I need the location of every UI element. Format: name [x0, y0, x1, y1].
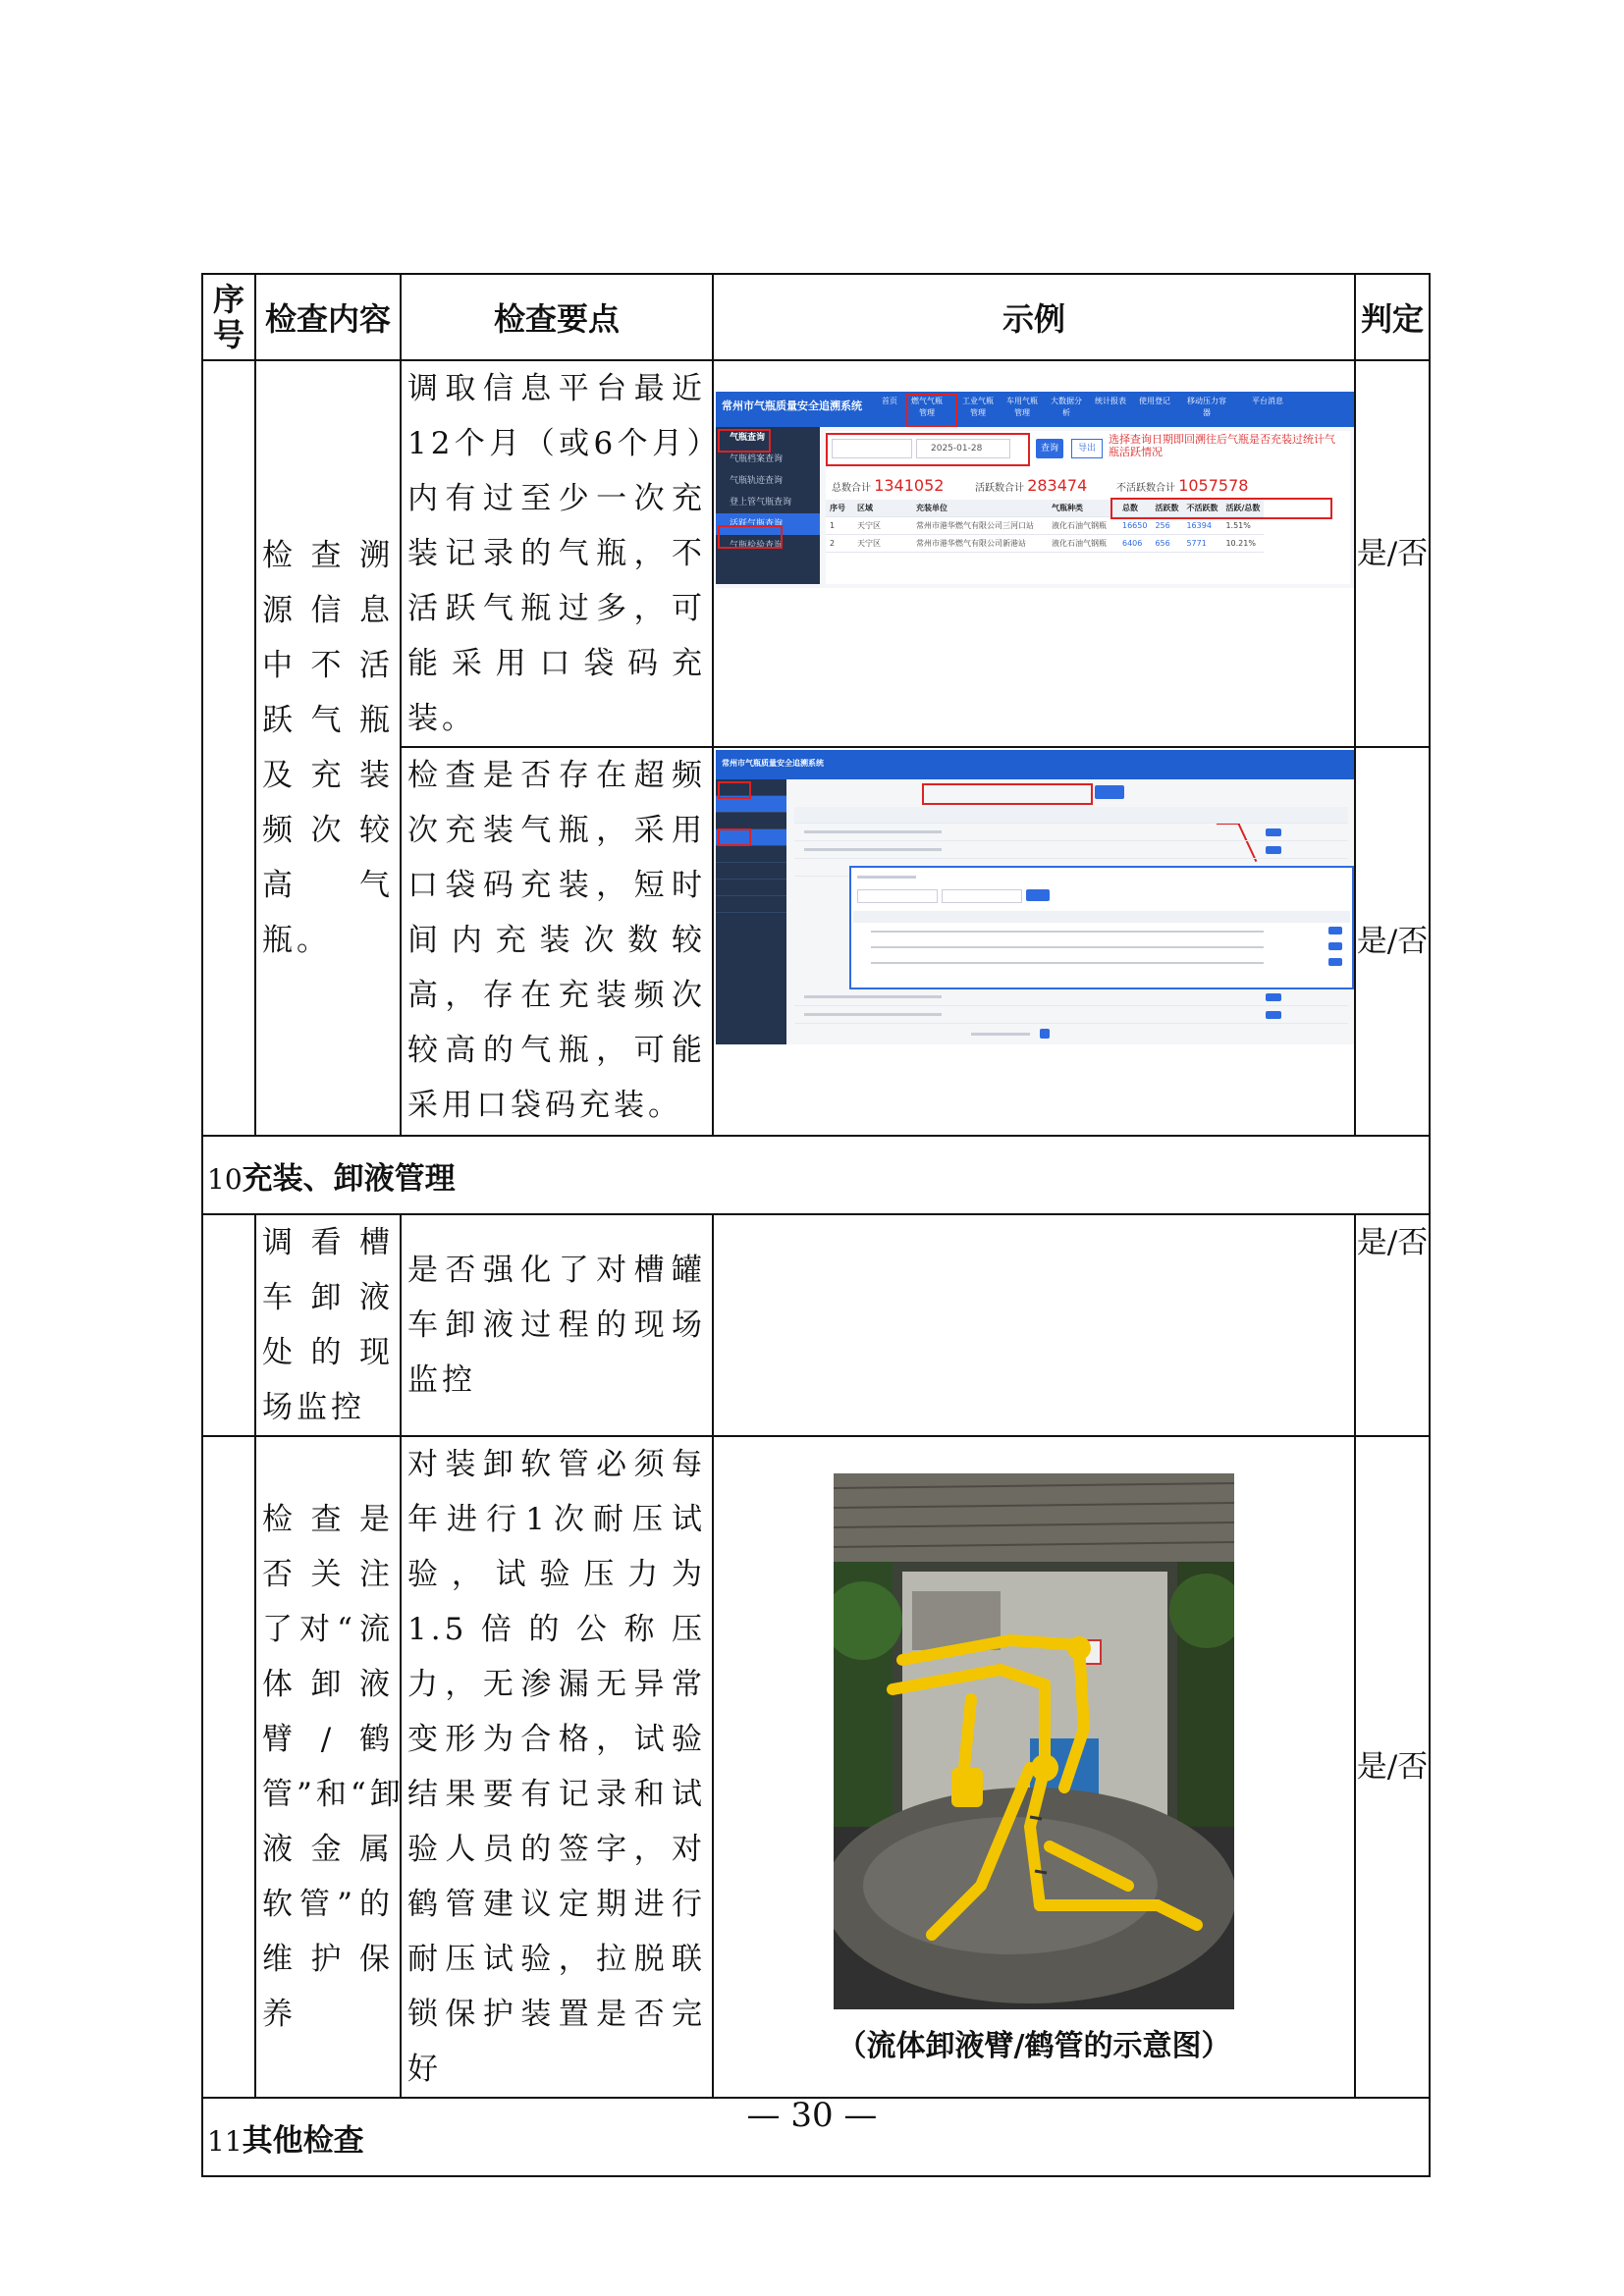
row-text: [804, 995, 942, 998]
judge-cell: 是/否: [1355, 360, 1430, 747]
app-title: 常州市气瓶质量安全追溯系统: [722, 759, 824, 768]
highlight-filters: [922, 783, 1093, 805]
nav-industrial: 工业气瓶管理: [962, 397, 994, 417]
section-number: 10: [207, 1162, 243, 1196]
popup-row-button: [1328, 927, 1342, 934]
highlight-side-item: [718, 828, 751, 846]
sidebar: [716, 779, 786, 1044]
popup-title: [857, 876, 916, 879]
nav-gas-cylinder: 燃气气瓶管理: [911, 397, 943, 417]
sidebar-item: 气瓶档案查询: [730, 454, 784, 464]
table-header: [794, 807, 1348, 824]
table-header: 序号 区域 充装单位 气瓶种类 总数 活跃数 不活跃数 活跃/总数: [826, 500, 1264, 517]
popup-row: [871, 931, 1264, 933]
search-button: 查询: [1036, 439, 1063, 458]
nav-bigdata: 大数据分析: [1051, 397, 1082, 417]
header-content: 检查内容: [255, 274, 401, 360]
detail-popup: [849, 866, 1354, 989]
header-example: 示例: [713, 274, 1355, 360]
popup-row: [871, 962, 1264, 964]
row-button: [1266, 993, 1281, 1001]
row-text: [804, 848, 942, 851]
highlight-nav: [906, 394, 957, 427]
photo-caption: （流体卸液臂/鹤管的示意图）: [837, 2029, 1231, 2063]
screenshot-active-query: [716, 392, 1354, 588]
loading-arm-photo: [834, 1473, 1234, 2009]
date-input: 2025-01-28: [916, 439, 1010, 458]
nav-vehicle: 车用气瓶管理: [1006, 397, 1038, 417]
popup-row-button: [1328, 958, 1342, 966]
pagination: [971, 1033, 1030, 1036]
example-cell: [713, 1214, 1355, 1436]
annotation: 选择查询日期即回溯往后气瓶是否充装过统计气瓶活跃情况: [1109, 433, 1335, 458]
sidebar-item: 登上管气瓶查询: [730, 498, 792, 507]
sidebar-title: 气瓶查询: [730, 433, 766, 443]
stat-active: 活跃数合计 283474: [975, 476, 1088, 495]
seq-cell: [202, 1436, 255, 2098]
page-number: — 30 —: [746, 2096, 878, 2135]
highlight-filters: [826, 433, 1030, 466]
main-panel: [826, 431, 1350, 584]
row-inactive-cylinders: [202, 360, 1430, 747]
nav-register: 使用登记: [1139, 397, 1170, 405]
header-row: [202, 274, 1430, 360]
section-title: 其他检查: [242, 2122, 364, 2159]
app-title: 常州市气瓶质量安全追溯系统: [722, 400, 862, 412]
highlight-columns: [1110, 498, 1332, 519]
popup-row-button: [1328, 942, 1342, 950]
popup-filter: [857, 889, 938, 903]
points-cell: 是否强化了对槽罐车卸液过程的现场监控: [401, 1214, 713, 1436]
header-seq: 序号: [202, 274, 255, 360]
nav-mobile: 移动压力容器: [1187, 397, 1226, 417]
judge-cell: 是/否: [1355, 747, 1430, 1136]
section-number: 11: [207, 2124, 243, 2158]
row-unloading-monitor: [202, 1214, 1430, 1436]
content-cell: 检查是否关注了对“流体卸液臂/鹤管”和“卸液金属软管”的维护保养: [255, 1436, 401, 2098]
popup-row: [871, 946, 1264, 948]
nav-report: 统计报表: [1095, 397, 1126, 405]
nav-message: 平台消息: [1252, 397, 1283, 405]
table-row: 2 天宁区 常州市港华燃气有限公司新港站 液化石油气钢瓶 6406 656 5771 10.21%: [826, 535, 1264, 553]
search-button: [1095, 785, 1124, 799]
screenshot-frequency-query: [716, 750, 1354, 1044]
points-cell: 检查是否存在超频次充装气瓶，采用口袋码充装，短时间内充装次数较高，存在充装频次较高的气瓶，可能采用口袋码充装。: [401, 747, 713, 1136]
popup-filter: [942, 889, 1022, 903]
loading-arm-illustration: [834, 1473, 1234, 2009]
seq-cell: [202, 1214, 255, 1436]
row-text: [804, 1013, 942, 1016]
stat-total: 总数合计 1341052: [832, 476, 945, 495]
popup-table-header: [853, 911, 1350, 923]
example-cell: [713, 360, 1355, 747]
sidebar-item-active: 活跃气瓶查询: [716, 513, 820, 535]
header-points: 检查要点: [401, 274, 713, 360]
row-button: [1266, 828, 1281, 836]
highlight-side: [718, 781, 751, 799]
highlight-side-item: [718, 525, 783, 549]
header-judge: 判定: [1355, 274, 1430, 360]
pagination-current: [1040, 1029, 1050, 1039]
row-button: [1266, 846, 1281, 854]
popup-search-button: [1026, 889, 1050, 901]
points-cell: 对装卸软管必须每年进行1次耐压试验，试验压力为1.5倍的公称压力，无渗漏无异常变形为合格，试验结果要有记录和试验人员的签字，对鹤管建议定期进行耐压试验，拉脱联锁保护装置是否完好: [401, 1436, 713, 2098]
points-cell: 调取信息平台最近12个月（或6个月）内有过至少一次充装记录的气瓶，不活跃气瓶过多，可能采用口袋码充装。: [401, 360, 713, 747]
example-cell: [713, 747, 1355, 1136]
judge-cell: 是/否: [1355, 1436, 1430, 2098]
seq-cell: [202, 360, 255, 1136]
content-cell: 调看槽车卸液处的现场监控: [255, 1214, 401, 1436]
highlight-side-title: [718, 429, 771, 453]
content-cell: 检查溯源信息中不活跃气瓶及充装频次较高气瓶。: [255, 360, 401, 1136]
stat-inactive: 不活跃数合计 1057578: [1116, 476, 1249, 495]
row-loading-arm: [202, 1436, 1430, 2098]
row-button: [1266, 1011, 1281, 1019]
sidebar-item: 气瓶检验查询: [730, 541, 784, 551]
example-cell: [713, 1436, 1355, 2098]
section-title: 充装、卸液管理: [242, 1160, 456, 1197]
row-text: [804, 830, 942, 833]
nav-home: 首页: [882, 397, 897, 405]
section-heading: [202, 1136, 1430, 1214]
export-button: 导出: [1071, 439, 1103, 458]
table-row: 1 天宁区 常州市港华燃气有限公司三河口站 液化石油气钢瓶 16650 256 16394 1.51%: [826, 517, 1264, 535]
section-row-10: [202, 1136, 1430, 1214]
sidebar-item: 气瓶轨迹查询: [730, 476, 784, 486]
judge-cell: 是/否: [1355, 1214, 1430, 1436]
